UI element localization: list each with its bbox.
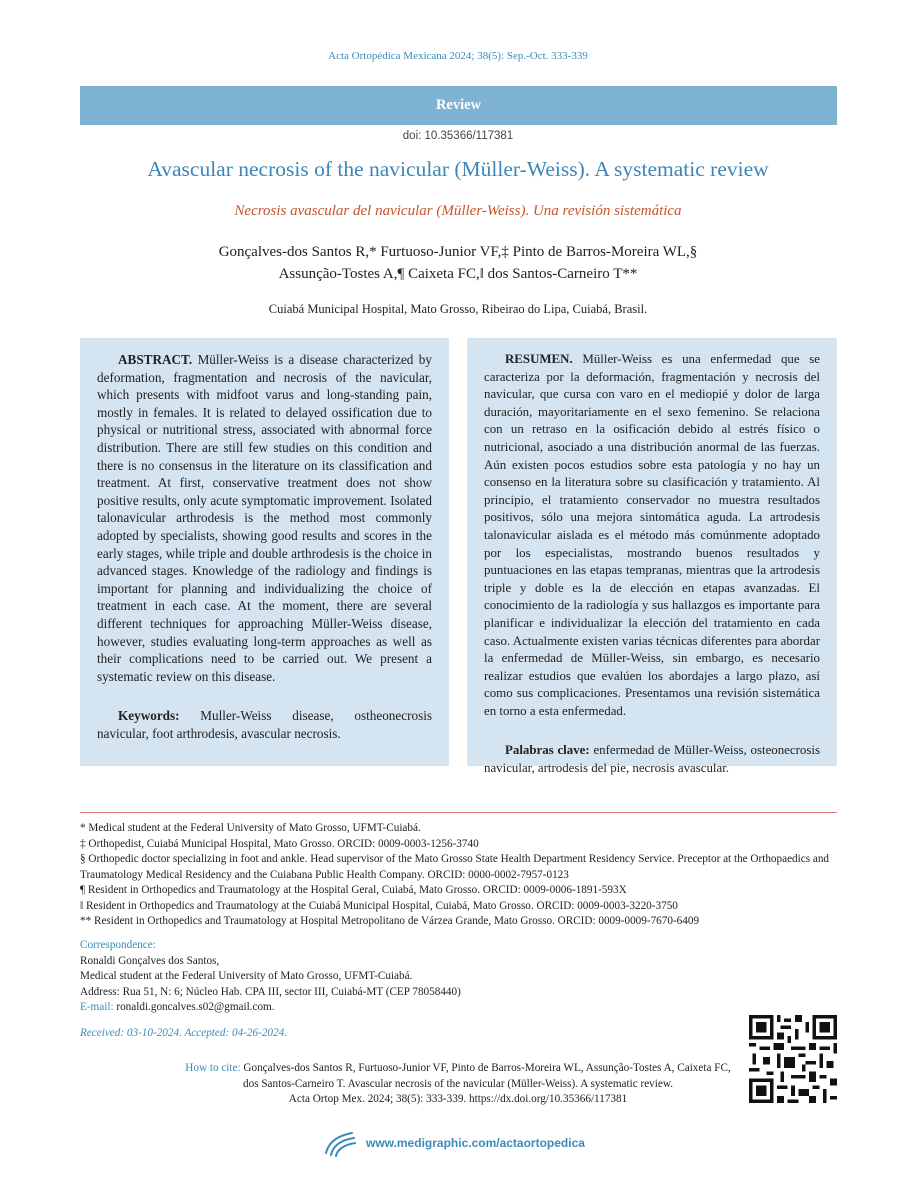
correspondence-block xyxy=(80,938,680,1016)
affiliation: Cuiabá Municipal Hospital, Mato Grosso, Ribeirao do Lipa, Cuiabá, Brasil. xyxy=(268,302,648,316)
keywords-label: Keywords: xyxy=(118,708,180,724)
resumen-heading: RESUMEN. xyxy=(505,352,573,366)
qr-code-icon[interactable] xyxy=(749,1015,837,1103)
footnote-item: ‡ Orthopedist, Cuiabá Municipal Hospital, Mato Grosso. ORCID: 0009-0003-1256-3740 xyxy=(80,837,479,850)
correspondence-position: Medical student at the Federal University of Mato Grosso, UFMT-Cuiabá. xyxy=(80,970,413,982)
how-to-cite-label: How to cite: xyxy=(185,1062,241,1074)
website-link[interactable]: www.medigraphic.com/actaortopedica xyxy=(366,1136,585,1150)
correspondence-address: Address: Rua 51, N: 6; Núcleo Hab. CPA III, sector III, Cuiabá-MT (CEP 78058440) xyxy=(80,985,461,998)
abstract-paragraph xyxy=(97,351,432,685)
authors-line-1: Gonçalves-dos Santos R,* Furtuoso-Junior VF,‡ Pinto de Barros-Moreira WL,§ xyxy=(218,244,698,260)
authors-line-2: Assunção-Tostes A,¶ Caixeta FC,‖ dos Santos-Carneiro T** xyxy=(278,266,638,282)
cite-line-2: dos Santos-Carneiro T. Avascular necrosis of the navicular (Müller-Weiss). A systematic review. xyxy=(243,1077,673,1090)
cite-text-1: Gonçalves-dos Santos R, Furtuoso-Junior VF, Pinto de Barros-Moreira WL, Assunção-Tostes A, Caixeta FC, xyxy=(243,1062,731,1074)
footnote-item: ** Resident in Orthopedics and Traumatology at Hospital Metropolitano de Várzea Grande, Mato Grosso. ORCID: 0009-0009-7670-6409 xyxy=(80,915,700,927)
footnote-divider xyxy=(80,812,837,813)
correspondence-name: Ronaldi Gonçalves dos Santos, xyxy=(80,954,220,967)
keywords-paragraph xyxy=(97,707,432,742)
abstract-box-spanish xyxy=(467,338,837,776)
palabras-clave-text: enfermedad de Müller-Weiss, osteonecrosis navicular, artrodesis del pie, necrosis avascular. xyxy=(484,743,820,776)
medigraphic-logo-icon xyxy=(322,1127,358,1159)
palabras-clave-label: Palabras clave: xyxy=(505,743,590,758)
correspondence-email-line xyxy=(80,1000,680,1016)
footnote-item: ¶ Resident in Orthopedics and Traumatology at the Hospital Geral, Cuiabá, Mato Grosso. ORCID: 0009-0006-1891-593X xyxy=(80,884,627,896)
article-title: Avascular necrosis of the navicular (Müller-Weiss). A systematic review xyxy=(147,157,769,181)
section-banner: Review xyxy=(80,86,837,125)
correspondence-label: Correspondence: xyxy=(80,939,156,951)
journal-citation-header: Acta Ortopédica Mexicana 2024; 38(5): Sep.-Oct. 333-339 xyxy=(328,50,588,62)
email-label: E-mail: xyxy=(80,1001,114,1013)
email-link[interactable]: ronaldi.goncalves.s02@gmail.com. xyxy=(116,1001,275,1013)
footnote-item: ‖ Resident in Orthopedics and Traumatology at the Cuiabá Municipal Hospital, Cuiabá, Mato Grosso. ORCID: 0009-0003-3220-3750 xyxy=(80,899,678,912)
footnote-item: * Medical student at the Federal University of Mato Grosso, UFMT-Cuiabá. xyxy=(80,822,421,834)
abstract-text: Müller-Weiss is a disease characterized by deformation, fragmentation and necrosis of the navicular, which presents with midfoot varus and long-standing pain, mostly in females. It is related to delayed ossification due to physical or nutritional stress, associated with abnormal force distribution. There are still few studies on this condition and there is no consensus in the literature on its classification and treatment. At first, conservative treatment does not show positive results, only acute symptomatic improvement. Isolated talonavicular arthrodesis is the method most commonly adopted by specialists, showing good results and scores in the early stages, while triple and double arthrodesis is the choice in advanced stages. Knowledge of the radiology and findings is important for planning and individualizing the choice of treatment in each case. At the moment, there are several different techniques for approaching Müller-Weiss disease, however, studies evaluating long-term approaches as well as their complications need to be carried out. We present a systematic review on this disease. xyxy=(97,352,432,684)
doi-line: doi: 10.35366/117381 xyxy=(402,130,514,142)
abstract-heading: ABSTRACT. xyxy=(118,352,193,367)
keywords-text: Muller-Weiss disease, ostheonecrosis navicular, foot arthrodesis, avascular necrosis. xyxy=(97,708,432,741)
palabras-clave-paragraph xyxy=(484,742,820,777)
received-accepted-dates: Received: 03-10-2024. Accepted: 04-26-2024. xyxy=(80,1027,287,1039)
resumen-paragraph xyxy=(484,351,820,720)
abstract-box-english xyxy=(80,338,449,766)
footnote-item: § Orthopedic doctor specializing in foot and ankle. Head supervisor of the Mato Grosso State Health Department Residency Service. Preceptor at the Orthopaedics and Traumatology Medical Residency and the Cuiabana Public Health Company. ORCID: 0000-0002-7957-0123 xyxy=(80,853,830,881)
article-subtitle-spanish: Necrosis avascular del navicular (Müller-Weiss). Una revisión sistemática xyxy=(234,203,682,219)
author-footnotes xyxy=(80,821,850,930)
resumen-text: Müller-Weiss es una enfermedad que se caracteriza por la deformación, fragmentación y necrosis del navicular, que cursa con varo en el mediopié y dolor de larga duración, mayoritariamente en el sexo femenino. Se relaciona con un retraso en la osificación debido al estrés físico o nutricional, asociado a una distribución anormal de las fuerzas. Aún existen pocos estudios sobre esta patología y no hay un consenso en la literatura sobre su clasificación y tratamiento. Al principio, el tratamiento conservador no muestra resultados positivos, sólo una mejora sintomática aguda. La artrodesis talonavicular aislada es el método más comúnmente adoptado por los especialistas, mostrando buenos resultados y puntuaciones en las etapas tempranas, mientras que la artrodesis triple y doble es la de elección en etapas avanzadas. El conocimiento de la radiología y sus hallazgos es importante para planificar e individualizar la elección del tratamiento en cada caso. Actualmente existen varias técnicas diferentes para abordar la enfermedad de Müller-Weiss, sin embargo, es necesario realizar estudios que evalúen los abordajes a largo plazo, así como sus complicaciones. Presentamos una revisión sistemática en torno a esta enfermedad. xyxy=(484,352,820,718)
cite-line-3[interactable]: Acta Ortop Mex. 2024; 38(5): 333-339. https://dx.doi.org/10.35366/117381 xyxy=(288,1093,628,1105)
